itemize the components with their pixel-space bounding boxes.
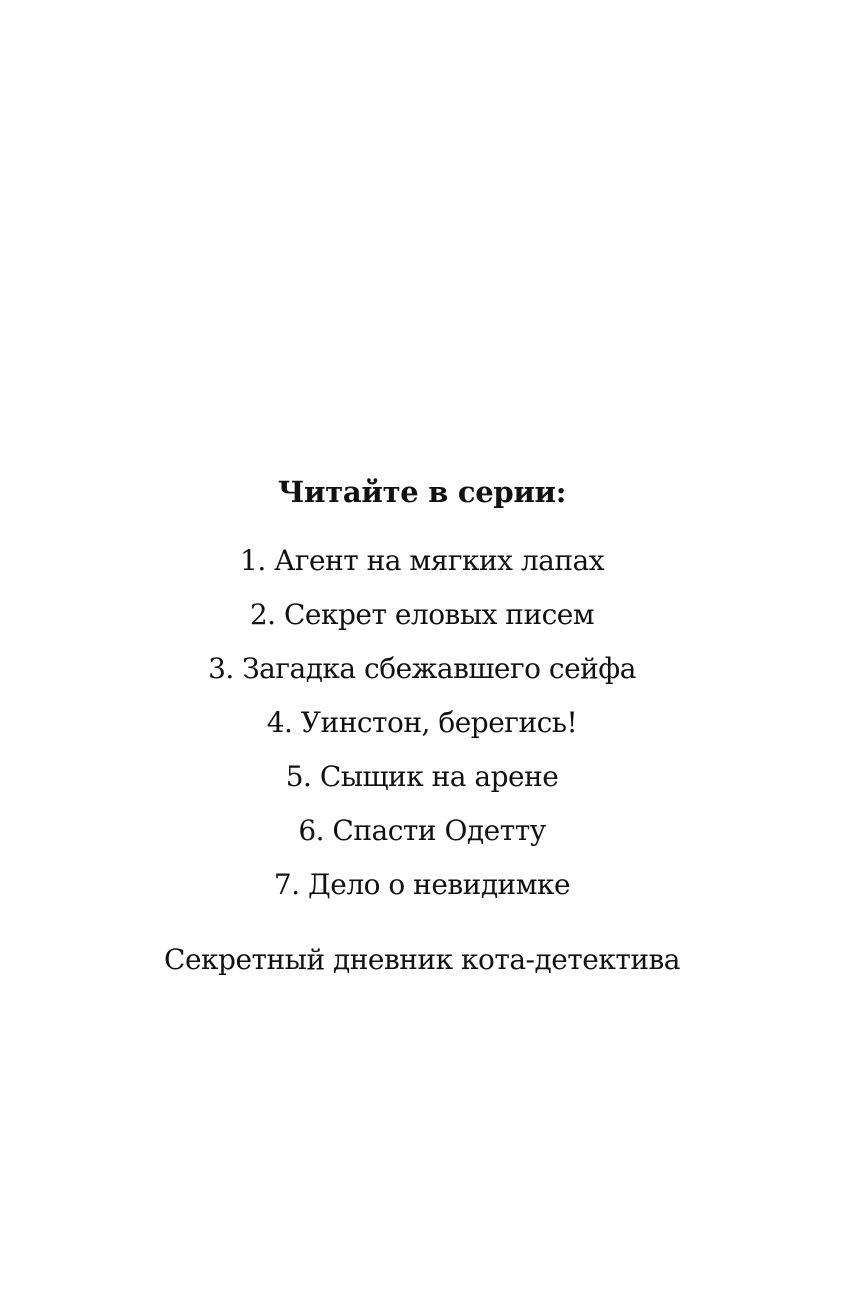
book-item: 7. Дело о невидимке: [273, 868, 571, 901]
book-item: 4. Уинстон, берегись!: [266, 706, 578, 739]
book-item: 6. Спасти Одетту: [298, 814, 546, 847]
book-item: 1. Агент на мягких лапах: [240, 544, 604, 577]
book-list: [0, 534, 844, 912]
book-item: 5. Сыщик на арене: [285, 760, 559, 793]
book-item: 2. Секрет еловых писем: [249, 598, 595, 631]
book-item: 3. Загадка сбежавшего сейфа: [208, 652, 636, 685]
series-block: [0, 470, 844, 987]
series-heading: Читайте в серии:: [277, 475, 567, 509]
subseries-title: Секретный дневник кота-детектива: [164, 943, 680, 976]
